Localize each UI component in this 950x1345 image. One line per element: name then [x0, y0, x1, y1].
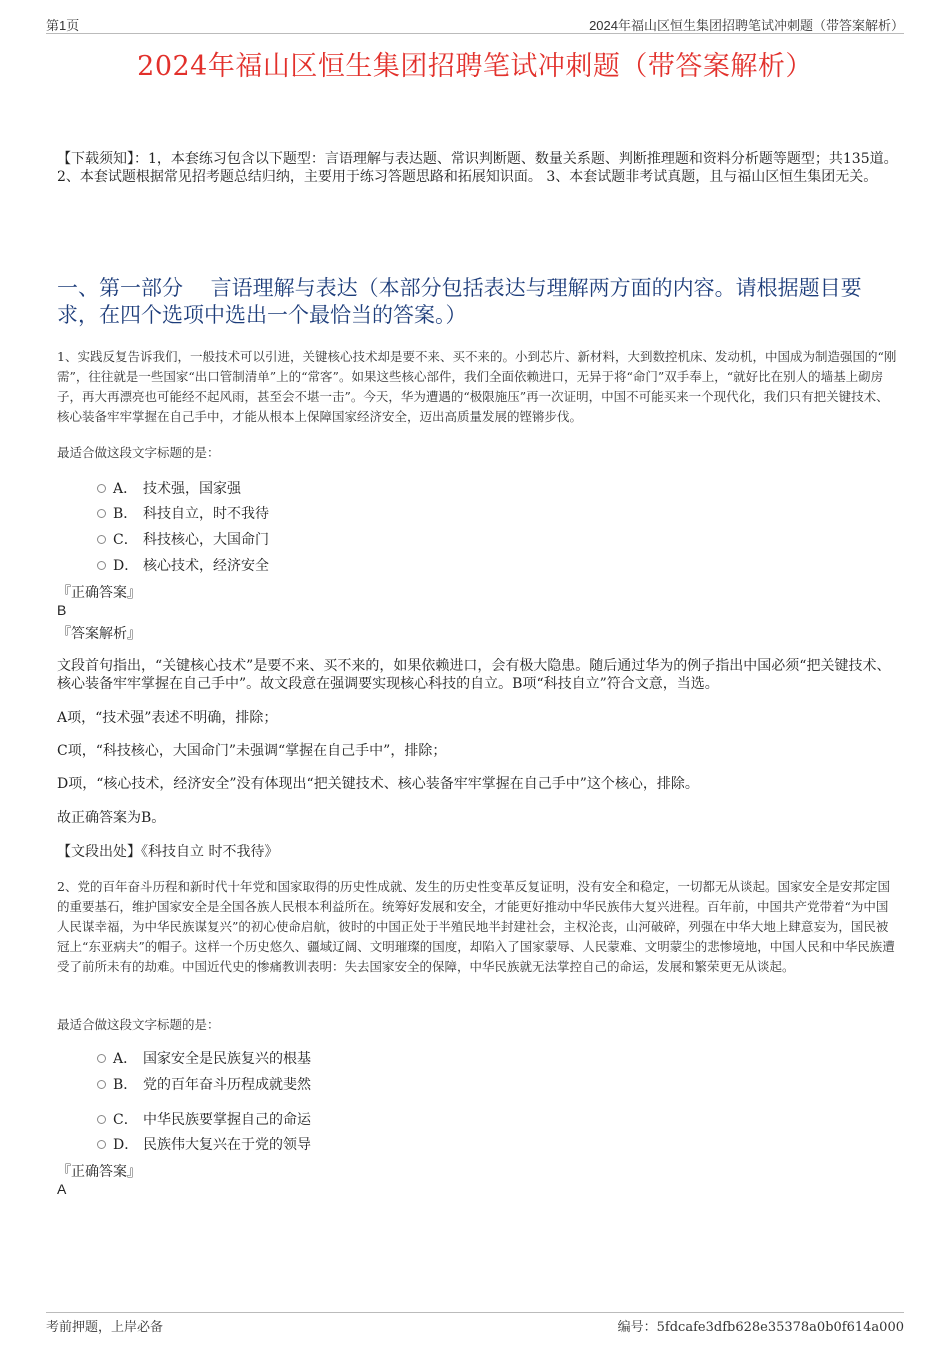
- analysis-paragraph: 文段首句指出，“关键核心技术”是要不来、买不来的，如果依赖进口，会有极大隐患。随后通过华为的例子指出中国必须“把关键技术、核心装备牢牢掌握在自己手中”。故文段意在强调要实现核心科技的自立。B项“科技自立”符合文意，当选。: [57, 658, 891, 692]
- radio-icon[interactable]: [97, 484, 106, 493]
- header-doc-title: 2024年福山区恒生集团招聘笔试冲刺题（带答案解析）: [589, 18, 904, 33]
- section-heading: 一、第一部分 言语理解与表达（本部分包括表达与理解两方面的内容。请根据题目要求，在四个选项中选出一个最恰当的答案。）: [57, 276, 862, 327]
- analysis-paragraph: 故正确答案为B。: [57, 810, 166, 826]
- question-1-passage: 1、实践反复告诉我们，一般技术可以引进，关键核心技术却是要不来、买不来的。小到芯片、新材料，大到数控机床、发动机，中国成为制造强国的“刚需”，往往就是一些国家“出口管制清单”上的“常客”。如果这些核心部件，我们全面依赖进口，无异于将“命门”双手奉上，“就好比在别人的墙基上砌房子，再大再漂亮也可能经不起风雨，甚至会不堪一击”。今天，华为遭遇的“极限施压”再一次证明，中国不可能买来一个现代化，我们只有把关键技术、核心装备牢牢掌握在自己手中，才能从根本上保障国家经济安全，迈出高质量发展的铿锵步伐。: [57, 349, 897, 424]
- option-letter: A．: [113, 1051, 138, 1067]
- option-text: 党的百年奋斗历程成就斐然: [143, 1077, 311, 1093]
- radio-icon[interactable]: [97, 1054, 106, 1063]
- radio-icon[interactable]: [97, 509, 106, 518]
- question-1-option-b[interactable]: [97, 503, 269, 523]
- question-1-option-c[interactable]: [97, 529, 269, 549]
- option-text: 核心技术，经济安全: [143, 558, 269, 574]
- question-2-option-b[interactable]: [97, 1074, 311, 1094]
- option-letter: D．: [113, 1137, 139, 1153]
- document-title: 2024年福山区恒生集团招聘笔试冲刺题（带答案解析）: [137, 51, 813, 82]
- question-2-option-a[interactable]: [97, 1048, 311, 1068]
- footer-slogan: 考前押题，上岸必备: [46, 1320, 164, 1335]
- question-1-option-a[interactable]: [97, 478, 241, 498]
- page-number: 第1页: [46, 18, 80, 33]
- option-letter: D．: [113, 558, 139, 574]
- option-letter: B．: [113, 1077, 138, 1093]
- option-text: 民族伟大复兴在于党的领导: [143, 1137, 311, 1153]
- radio-icon[interactable]: [97, 1080, 106, 1089]
- question-1-prompt: 最适合做这段文字标题的是：: [57, 445, 220, 460]
- radio-icon[interactable]: [97, 1115, 106, 1124]
- page-header: [46, 15, 904, 34]
- question-2-option-d[interactable]: [97, 1134, 311, 1154]
- option-letter: A．: [113, 481, 138, 497]
- question-2-option-c[interactable]: [97, 1109, 311, 1129]
- footer-doc-id: 编号：5fdcafe3dfb628e35378a0b0f614a000: [617, 1320, 904, 1335]
- question-2-passage: 2、党的百年奋斗历程和新时代十年党和国家取得的历史性成就、发生的历史性变革反复证明，没有安全和稳定，一切都无从谈起。国家安全是安邦定国的重要基石，维护国家安全是全国各族人民根本利益所在。统筹好发展和安全，才能更好推动中华民族伟大复兴进程。百年前，中国共产党带着“为中国人民谋幸福，为中华民族谋复兴”的初心使命启航，彼时的中国正处于半殖民地半封建社会，主权沦丧，山河破碎，列强在中华大地上肆意妄为，国民被冠上“东亚病夫”的帽子。这样一个历史悠久、疆域辽阔、文明璀璨的国度，却陷入了国家蒙辱、人民蒙难、文明蒙尘的悲惨境地，中国人民和中华民族遭受了前所未有的劫难。中国近代史的惨痛教训表明：失去国家安全的保障，中华民族就无法掌控自己的命运，发展和繁荣更无从谈起。: [57, 879, 895, 974]
- option-text: 科技核心，大国命门: [143, 532, 269, 548]
- option-text: 科技自立，时不我待: [143, 506, 269, 522]
- question-1-answer-label: 『正确答案』: [57, 585, 141, 601]
- radio-icon[interactable]: [97, 535, 106, 544]
- option-letter: C．: [113, 1112, 138, 1128]
- analysis-paragraph: A项，“技术强”表述不明确，排除；: [57, 710, 278, 726]
- analysis-source: 【文段出处】《科技自立 时不我待》: [57, 844, 279, 860]
- question-1-option-d[interactable]: [97, 555, 269, 575]
- analysis-paragraph: C项，“科技核心，大国命门”未强调“掌握在自己手中”，排除；: [57, 743, 447, 759]
- question-1-answer: B: [57, 602, 67, 618]
- analysis-paragraph: D项，“核心技术，经济安全”没有体现出“把关键技术、核心装备牢牢掌握在自己手中”这个核心，排除。: [57, 776, 699, 792]
- question-1-analysis-label: 『答案解析』: [57, 626, 141, 642]
- question-2-answer-label: 『正确答案』: [57, 1164, 141, 1180]
- option-letter: B．: [113, 506, 138, 522]
- page-footer: [46, 1312, 904, 1333]
- radio-icon[interactable]: [97, 1140, 106, 1149]
- question-2-prompt: 最适合做这段文字标题的是：: [57, 1017, 220, 1032]
- radio-icon[interactable]: [97, 561, 106, 570]
- download-notice: 【下载须知】：1，本套练习包含以下题型：言语理解与表达题、常识判断题、数量关系题、判断推理题和资料分析题等题型；共135道。 2、本套试题根据常见招考题总结归纳，主要用于练习答题思路和拓展知识面。 3、本套试题非考试真题，且与福山区恒生集团无关。: [57, 151, 898, 185]
- question-2-answer: A: [57, 1181, 67, 1197]
- option-text: 国家安全是民族复兴的根基: [143, 1051, 311, 1067]
- option-text: 中华民族要掌握自己的命运: [143, 1112, 311, 1128]
- option-text: 技术强，国家强: [143, 481, 241, 497]
- option-letter: C．: [113, 532, 138, 548]
